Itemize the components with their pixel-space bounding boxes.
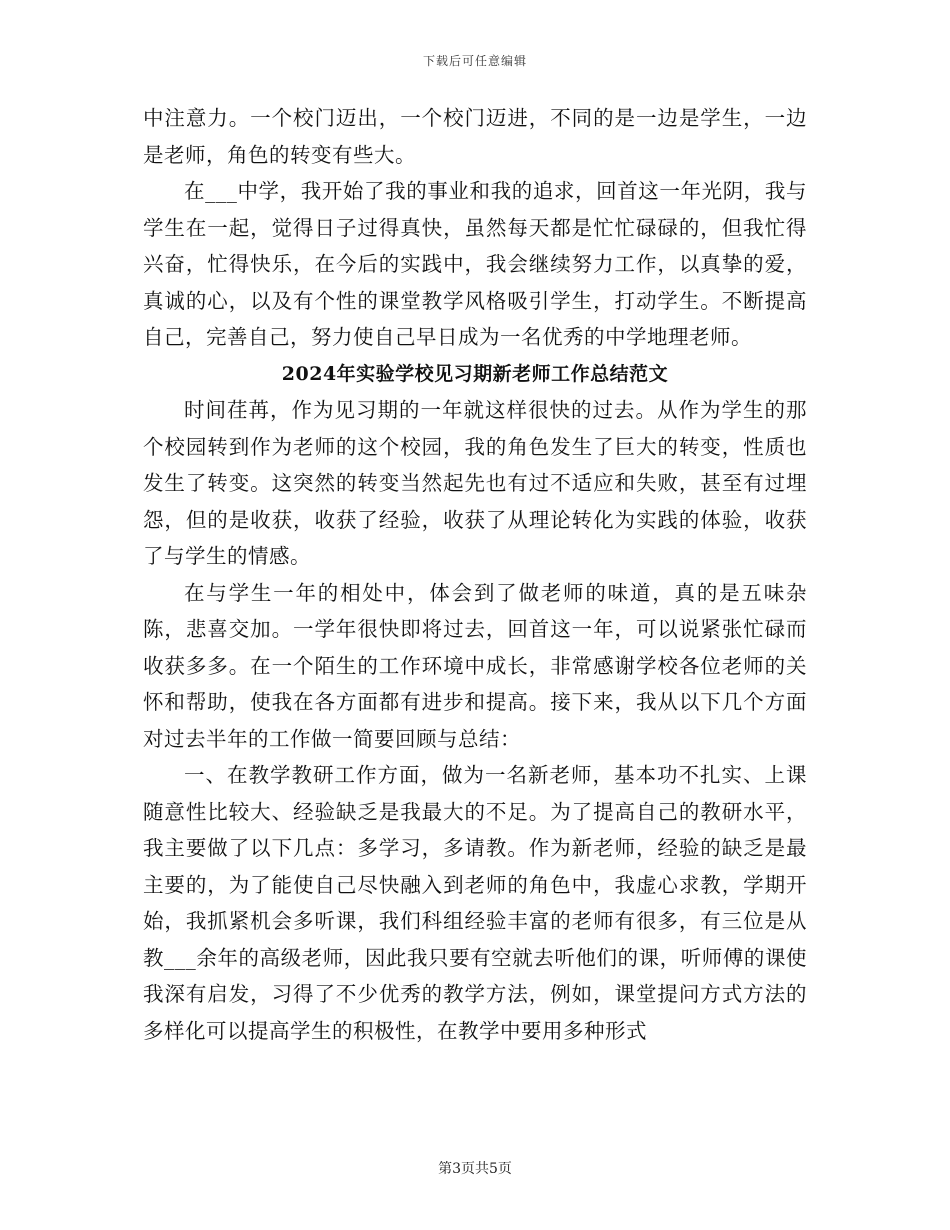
document-title: 2024年实验学校见习期新老师工作总结范文 (281, 362, 669, 385)
page-number: 第3页共5页 (438, 1161, 512, 1177)
paragraph-teaching-research: 一、在教学教研工作方面，做为一名新老师，基本功不扎实、上课随意性比较大、经验缺乏是我最大的不足。为了提高自己的教研水平，我主要做了以下几点：多学习，多请教。作为新老师，经验的缺乏是最主要的，为了能使自己尽快融入到老师的角色中，我虚心求教，学期开始，我抓紧机会多听课，我们科组经验丰富的老师有很多，有三位是从教___余年的高级老师，因此我只要有空就去听他们的课，听师傅的课使我深有启发，习得了不少优秀的教学方法，例如，课堂提问方式方法的多样化可以提高学生的积极性，在教学中要用多种形式 (143, 763, 807, 1043)
paragraph-intro: 时间荏苒，作为见习期的一年就这样很快的过去。从作为学生的那个校园转到作为老师的这个校园，我的角色发生了巨大的转变，性质也发生了转变。这突然的转变当然起先也有过不适应和失败，甚至有过埋怨，但的是收获，收获了经验，收获了从理论转化为实践的体验，收获了与学生的情感。 (143, 398, 807, 568)
paragraph-continued: 中注意力。一个校门迈出，一个校门迈进，不同的是一边是学生，一边是老师，角色的转变有些大。 (143, 106, 807, 167)
header-note: 下载后可任意编辑 (422, 54, 527, 68)
paragraph-closing: 在___中学，我开始了我的事业和我的追求，回首这一年光阴，我与学生在一起，觉得日子过得真快，虽然每天都是忙忙碌碌的，但我忙得兴奋，忙得快乐，在今后的实践中，我会继续努力工作，以真挚的爱，真诚的心，以及有个性的课堂教学风格吸引学生，打动学生。不断提高自己，完善自己，努力使自己早日成为一名优秀的中学地理老师。 (143, 179, 807, 349)
document-body (143, 100, 807, 1049)
paragraph-reflection: 在与学生一年的相处中，体会到了做老师的味道，真的是五味杂陈，悲喜交加。一学年很快即将过去，回首这一年，可以说紧张忙碌而收获多多。在一个陌生的工作环境中成长，非常感谢学校各位老师的关怀和帮助，使我在各方面都有进步和提高。接下来，我从以下几个方面对过去半年的工作做一简要回顾与总结： (143, 580, 807, 751)
